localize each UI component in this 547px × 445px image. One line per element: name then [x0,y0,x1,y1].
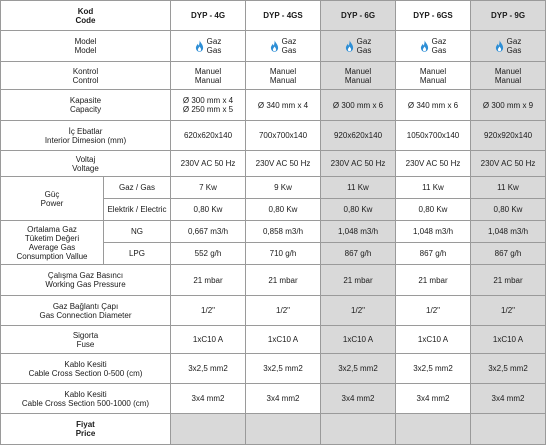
model-type-cell [246,31,321,62]
connection-cell: 1/2" [396,296,471,326]
voltage-cell: 230V AC 50 Hz [396,151,471,177]
consumption-lpg-cell: 867 g/h [321,243,396,265]
consumption-ng-cell: 1,048 m3/h [396,221,471,243]
consumption-ng-cell: 1,048 m3/h [471,221,546,243]
dimension-cell: 920x620x140 [321,121,396,151]
power-gas-cell: 11 Kw [396,177,471,199]
power-electric-label: Elektrik / Electric [104,199,171,221]
consumption-lpg-cell: 867 g/h [471,243,546,265]
fuse-cell: 1xC10 A [471,326,546,354]
gas-type [495,37,522,55]
power-electric-cell: 0,80 Kw [246,199,321,221]
control-row [1,62,546,90]
gas-label: Gaz Gas [356,37,372,55]
pressure-cell: 21 mbar [471,265,546,296]
consumption-lpg-cell: 710 g/h [246,243,321,265]
flame-icon [345,40,354,52]
power-gas-cell: 7 Kw [171,177,246,199]
fuse-row [1,326,546,354]
cable1-label: Kablo Kesiti Cable Cross Section 0-500 (cm) [1,354,171,384]
voltage-cell: 230V AC 50 Hz [246,151,321,177]
model-type-cell [321,31,396,62]
dimension-row [1,121,546,151]
capacity-cell: Ø 340 mm x 4 [246,90,321,121]
dimension-label: İç Ebatlar Interior Dimesion (mm) [1,121,171,151]
power-gas-cell: 11 Kw [321,177,396,199]
power-gas-cell: 11 Kw [471,177,546,199]
power-gas-label: Gaz / Gas [104,177,171,199]
cable1-cell: 3x2,5 mm2 [396,354,471,384]
gas-label: Gaz Gas [281,37,297,55]
fuse-label: Sigorta Fuse [1,326,171,354]
control-cell: Manuel Manual [471,62,546,90]
pressure-cell: 21 mbar [171,265,246,296]
control-cell: Manuel Manual [171,62,246,90]
power-electric-cell: 0,80 Kw [471,199,546,221]
model-code-cell: DYP - 4G [171,1,246,31]
capacity-cell: Ø 340 mm x 6 [396,90,471,121]
control-cell: Manuel Manual [321,62,396,90]
price-label: Fiyat Price [1,414,171,445]
power-electric-cell: 0,80 Kw [171,199,246,221]
dimension-cell: 920x920x140 [471,121,546,151]
consumption-lpg-label: LPG [104,243,171,265]
voltage-cell: 230V AC 50 Hz [471,151,546,177]
connection-cell: 1/2" [171,296,246,326]
connection-label: Gaz Bağlantı Çapı Gas Connection Diameter [1,296,171,326]
control-cell: Manuel Manual [396,62,471,90]
model-row [1,31,546,62]
cable2-row [1,384,546,414]
model-label: Model Model [1,31,171,62]
flame-icon [270,40,279,52]
connection-cell: 1/2" [246,296,321,326]
control-cell: Manuel Manual [246,62,321,90]
price-cell [246,414,321,445]
flame-icon [420,40,429,52]
price-row [1,414,546,445]
price-cell [321,414,396,445]
model-type-cell [471,31,546,62]
consumption-ng-label: NG [104,221,171,243]
gas-type [270,37,297,55]
fuse-cell: 1xC10 A [171,326,246,354]
gas-type [195,37,222,55]
cable1-cell: 3x2,5 mm2 [321,354,396,384]
pressure-cell: 21 mbar [321,265,396,296]
fuse-cell: 1xC10 A [396,326,471,354]
consumption-lpg-cell: 867 g/h [396,243,471,265]
capacity-cell: Ø 300 mm x 6 [321,90,396,121]
fuse-cell: 1xC10 A [321,326,396,354]
flame-icon [495,40,504,52]
dimension-cell: 620x620x140 [171,121,246,151]
gas-label: Gaz Gas [506,37,522,55]
cable2-cell: 3x4 mm2 [321,384,396,414]
cable2-label: Kablo Kesiti Cable Cross Section 500-1000 (cm) [1,384,171,414]
capacity-label: Kapasite Capacity [1,90,171,121]
consumption-label: Ortalama Gaz Tüketim Değeri Average Gas Consumption Vallue [1,221,104,265]
power-gas-row [1,177,546,199]
pressure-row [1,265,546,296]
model-code-cell: DYP - 9G [471,1,546,31]
connection-row [1,296,546,326]
gas-label: Gaz Gas [206,37,222,55]
consumption-ng-row [1,221,546,243]
fuse-cell: 1xC10 A [246,326,321,354]
model-type-cell [171,31,246,62]
cable1-cell: 3x2,5 mm2 [171,354,246,384]
consumption-lpg-cell: 552 g/h [171,243,246,265]
gas-label: Gaz Gas [431,37,447,55]
gas-type [345,37,372,55]
capacity-row [1,90,546,121]
power-electric-cell: 0,80 Kw [321,199,396,221]
cable2-cell: 3x4 mm2 [171,384,246,414]
dimension-cell: 1050x700x140 [396,121,471,151]
pressure-cell: 21 mbar [246,265,321,296]
model-type-cell [396,31,471,62]
price-cell [471,414,546,445]
consumption-ng-cell: 0,667 m3/h [171,221,246,243]
model-code-cell: DYP - 6GS [396,1,471,31]
model-code-cell: DYP - 6G [321,1,396,31]
cable1-cell: 3x2,5 mm2 [471,354,546,384]
power-gas-cell: 9 Kw [246,177,321,199]
cable1-row [1,354,546,384]
power-label: Güç Power [1,177,104,221]
header-row [1,1,546,31]
connection-cell: 1/2" [321,296,396,326]
cable2-cell: 3x4 mm2 [396,384,471,414]
code-label: Kod Code [1,1,171,31]
capacity-cell: Ø 300 mm x 4 Ø 250 mm x 5 [171,90,246,121]
voltage-label: Voltaj Voltage [1,151,171,177]
price-cell [396,414,471,445]
dimension-cell: 700x700x140 [246,121,321,151]
power-electric-cell: 0,80 Kw [396,199,471,221]
control-label: Kontrol Control [1,62,171,90]
connection-cell: 1/2" [471,296,546,326]
price-cell [171,414,246,445]
model-code-cell: DYP - 4GS [246,1,321,31]
cable2-cell: 3x4 mm2 [471,384,546,414]
flame-icon [195,40,204,52]
capacity-cell: Ø 300 mm x 9 [471,90,546,121]
pressure-label: Çalışma Gaz Basıncı Working Gas Pressure [1,265,171,296]
cable1-cell: 3x2,5 mm2 [246,354,321,384]
gas-type [420,37,447,55]
cable2-cell: 3x4 mm2 [246,384,321,414]
consumption-ng-cell: 1,048 m3/h [321,221,396,243]
pressure-cell: 21 mbar [396,265,471,296]
voltage-row [1,151,546,177]
voltage-cell: 230V AC 50 Hz [171,151,246,177]
voltage-cell: 230V AC 50 Hz [321,151,396,177]
consumption-ng-cell: 0,858 m3/h [246,221,321,243]
